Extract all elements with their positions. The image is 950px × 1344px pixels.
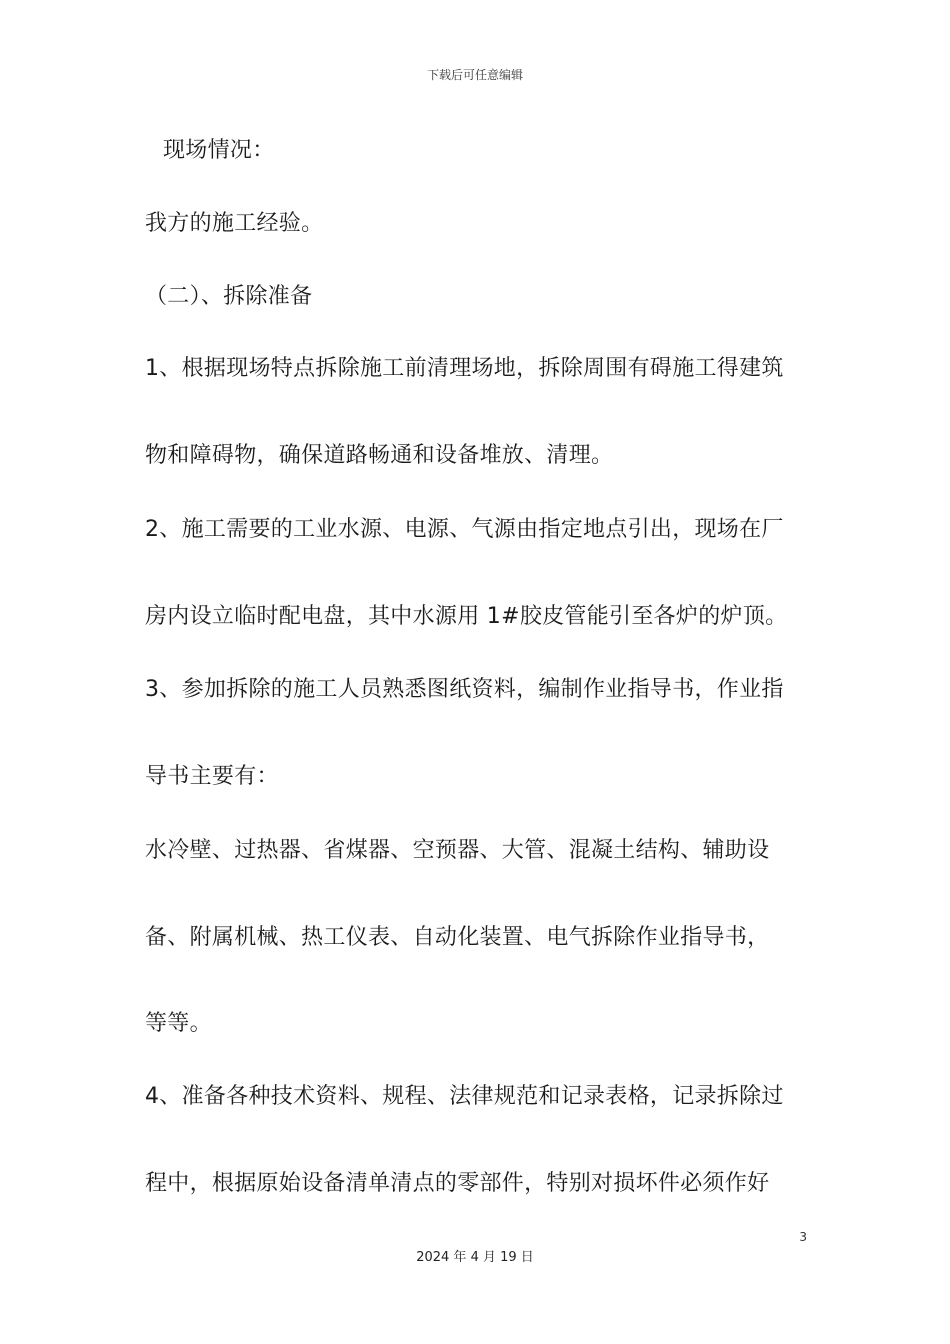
paragraph-line: 4、准备各种技术资料、规程、法律规范和记录表格，记录拆除过 — [145, 1084, 784, 1109]
paragraph-line: 物和障碍物，确保道路畅通和设备堆放、清理。 — [145, 443, 614, 468]
paragraph-line: 水冷壁、过热器、省煤器、空预器、大管、混凝土结构、辅助设 — [145, 838, 770, 863]
paragraph-line: 等等。 — [145, 1011, 212, 1036]
paragraph-line: 程中，根据原始设备清单清点的零部件，特别对损坏件必须作好 — [145, 1171, 770, 1196]
paragraph-line: 导书主要有： — [145, 764, 279, 789]
paragraph-line: 3、参加拆除的施工人员熟悉图纸资料，编制作业指导书，作业指 — [145, 677, 784, 702]
page-number: 3 — [799, 1230, 807, 1244]
footer-date: 2024 年 4 月 19 日 — [416, 1250, 534, 1265]
section-heading: （二）、拆除准备 — [145, 284, 313, 309]
paragraph-line: 备、附属机械、热工仪表、自动化装置、电气拆除作业指导书， — [145, 925, 770, 950]
paragraph-line: 2、施工需要的工业水源、电源、气源由指定地点引出，现场在厂 — [145, 517, 784, 542]
paragraph-line: 现场情况： — [163, 138, 275, 163]
paragraph-line: 我方的施工经验。 — [145, 211, 324, 236]
page-header: 下载后可任意编辑 — [426, 68, 523, 82]
paragraph-line: 房内设立临时配电盘，其中水源用 1#胶皮管能引至各炉的炉顶。 — [145, 604, 788, 629]
paragraph-line: 1、根据现场特点拆除施工前清理场地，拆除周围有碍施工得建筑 — [145, 356, 784, 381]
